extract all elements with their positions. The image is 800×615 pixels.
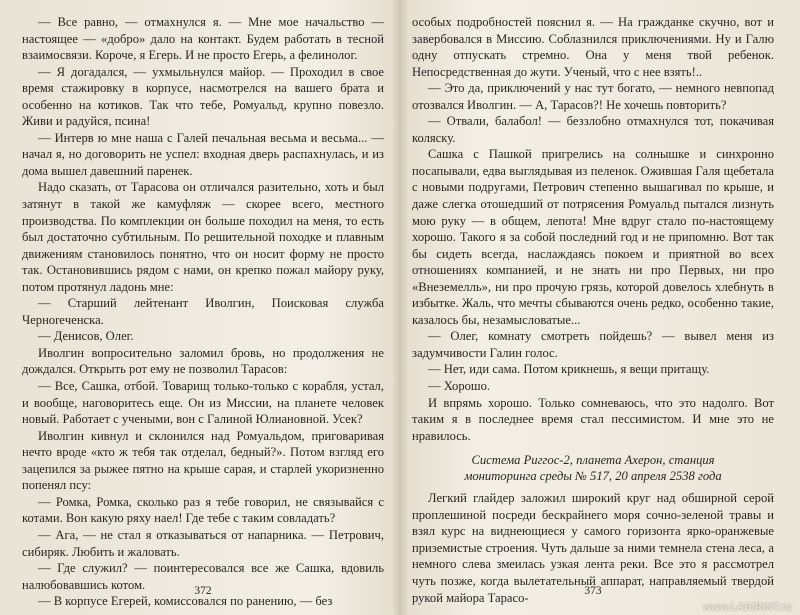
paragraph: Иволгин кивнул и склонился над Ромуальдом, приговаривая нечто вроде «кто ж тебя так отделал, бедный?». Потом взгляд его зацепился за рыжее пятно на крыше сарая, и старлей укоризненно попенял псу: [22, 428, 384, 493]
paragraph: — Где служил? — поинтересовался все же Сашка, вдовиль налюбовавшись котом. [22, 561, 384, 592]
paragraph: Иволгин вопросительно заломил бровь, но продолжения не дождался. Открыть рот ему не позволил Тарасов: [22, 345, 384, 377]
paragraph: И впрямь хорошо. Только сомневаюсь, что это надолго. Вот таким я в последнее время стал пессимистом. И мне это не нравилось. [412, 395, 774, 443]
paragraph: — Старший лейтенант Иволгин, Поисковая служба Черноreченска. [22, 296, 384, 327]
right-page-text-top [412, 14, 774, 444]
page-number-right: 373 [584, 585, 602, 598]
section-heading-line-2: мониторинга среды № 517, 20 апреля 2538 года [464, 469, 722, 484]
paragraph: — Хорошо. [428, 379, 491, 394]
paragraph: Легкий глайдер заложил широкий круг над обширной серой проплешиной посреди бескрайнего моря сочно-зеленой травы и взял курс на виднеющиеся у самого горизонта ярко-оранжевые приземистые строения. Чуть дальше за ними темнела стена леса, а немного слева змеилась узкая лента реки. Все это я рассмотрел чуть позже, когда вылетательный аппарат, направляемый твердой рукой майора Тарасо- [412, 491, 774, 605]
paragraph: — Отвали, балабол! — беззлобно отмахнулся тот, покачивая коляску. [412, 114, 774, 145]
paragraph: Сашка с Пашкой пригрелись на солнышке и синхронно посапывали, едва выглядывая из пеленок. Ожившая Галя щебетала с новыми подругами, Петрович степенно вышагивал по крыше, и даже слегка отошедший от потрясения Ромуальд пытался лизнуть мою руку — в общем, лепота! Мне вдруг стало по-настоящему хорошо. Такого я за собой последний год и не припомню. Вот так бы сидеть всегда, наслаждаясь покоем и приятной во всех отношениях компанией, и не знать ни про Первых, ни про «Внеземелль», ни про прочую грязь, которой довелось хлебнуть в избытке. Жаль, что мечты сбываются очень редко, особенно такие, казалось бы, незамысловатые... [412, 147, 774, 327]
paragraph: — Все равно, — отмахнулся я. — Мне мое начальство — настоящее — «добро» дало на контакт. Будем работать в тесной взаимосвязи. Короче, я Егерь. И не просто Егерь, а фелинолог. [22, 15, 384, 63]
page-number-left: 372 [194, 585, 212, 598]
right-page [412, 14, 774, 604]
left-page-text [22, 14, 384, 610]
paragraph: особых подробностей пояснил я. — На гражданке скучно, вот и завербовался в Миссию. Соблазнился приключениями. Ну и Галю одну отпускать стремно. Она у меня твой ребенок. Непосредственная до жути. Ученый, что с нее взять!.. [412, 15, 774, 79]
paragraph: — Денисов, Олег. [38, 329, 134, 344]
paragraph: — Я догадался, — ухмыльнулся майор. — Проходил в свое время стажировку в корпусе, насмотрелся на вашего брата и особенно на котиков. Так что тебе, Ромуальд, крупно повезло. Живи и радуйся, псина! [22, 64, 384, 129]
section-heading-line-1: Система Риггос-2, планета Ахерон, станция [471, 453, 715, 468]
watermark: www.LABIRINT.ru [703, 602, 792, 613]
paragraph: — Нет, иди сама. Потом крикнешь, я вещи притащу. [428, 362, 710, 377]
left-page [22, 14, 384, 609]
paragraph: — Интерв ю мне наша с Галей печальная весьма и весьма... — начал я, но договорить не успел: входная дверь распахнулась, и из дома вышел давешний паренек. [22, 130, 384, 178]
paragraph: — Ага, — не стал я отказываться от напарника. — Петрович, сибиряк. Любить и жаловать. [22, 527, 384, 559]
paragraph: Надо сказать, от Тарасова он отличался разительно, хоть и был затянут в такой же камуфляж — скорее всего, местного производства. По комплекции он больше походил на меня, то есть был достаточно субтильным. По решительной походке и плавным движениям становилось понятно, что он носит форму не просто так. Остановившись рядом с нами, он крепко пожал майору руку, потом протянул ладонь мне: [22, 180, 384, 294]
paragraph: — Ромка, Ромка, сколько раз я тебе говорил, не связывайся с котами. Вон какую ряху наел! Где тебе с таким совладать? [22, 494, 384, 526]
section-heading [412, 452, 774, 484]
paragraph: — Это да, приключений у нас тут богато, — немного невпопад отозвался Иволгин. — А, Тарасов?! Не хочешь повторить? [412, 81, 774, 112]
paragraph: — Олег, комнату смотреть пойдешь? — вывел меня из задумчивости Галин голос. [412, 329, 774, 360]
paragraph: — В корпусе Егерей, комиссовался по ранению, — без [38, 594, 333, 609]
paragraph: — Все, Сашка, отбой. Товарищ только-только с корабля, устал, и вообще, наговоритесь еще. Он из Миссии, на планете человек новый. Работает с учеными, вон с Галиной Юлиановной. Усек? [22, 379, 384, 427]
